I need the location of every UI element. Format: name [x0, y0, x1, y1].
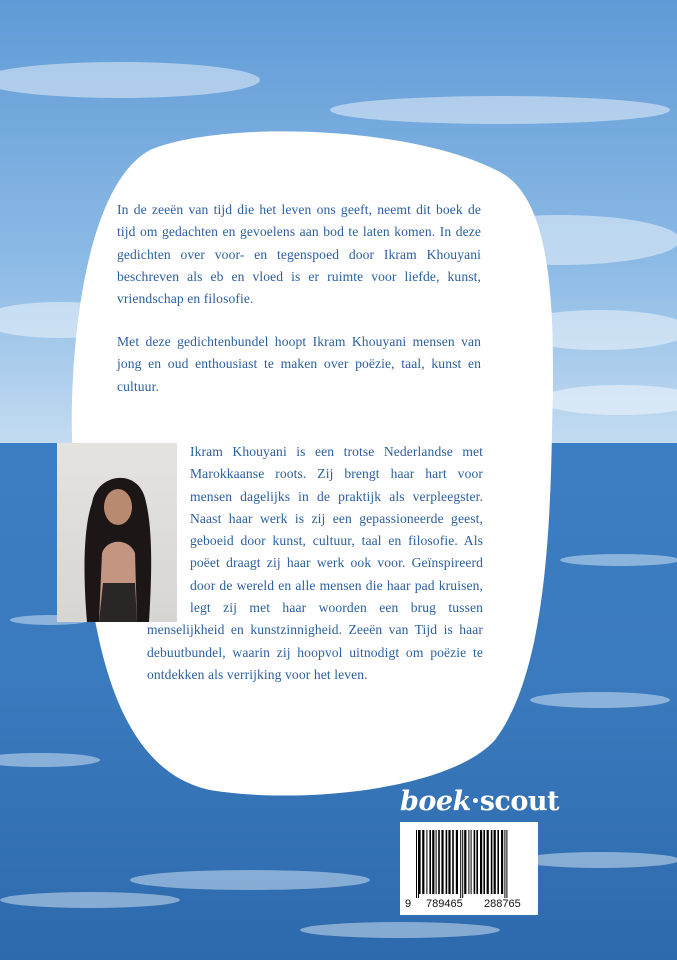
- barcode-bar: [464, 830, 466, 894]
- isbn-barcode: [400, 822, 538, 915]
- blurb-paragraph-1: In de zeeën van tijd die het leven ons geeft, neemt dit boek de tijd om gedachten en gevoelens aan bod te laten komen. In deze gedichten over voor- en tegenspoed door Ikram Khouyani beschreven als eb en vloed is er ruimte voor liefde, kunst, vriendschap en filosofie.: [117, 202, 481, 307]
- barcode-bar: [497, 830, 499, 894]
- barcode-bar: [426, 830, 427, 894]
- barcode-bar: [487, 830, 489, 894]
- barcode-bar: [501, 830, 503, 894]
- publisher-logo: boek·scout: [400, 786, 559, 817]
- barcode-bar: [506, 830, 507, 898]
- barcode-bar: [429, 830, 431, 894]
- barcode-bar: [446, 830, 448, 894]
- barcode-bar: [452, 830, 454, 894]
- barcode-bar: [483, 830, 485, 894]
- author-photo: [57, 443, 177, 622]
- barcode-bar: [476, 830, 478, 894]
- barcode-bar: [460, 830, 461, 898]
- barcode-bar: [422, 830, 424, 894]
- barcode-bar: [448, 830, 450, 894]
- barcode-bar: [416, 830, 417, 898]
- barcode-bar: [474, 830, 476, 894]
- barcode-bar: [468, 830, 469, 894]
- barcode-bar: [471, 830, 472, 894]
- barcode-bar: [480, 830, 482, 894]
- barcode-bar: [456, 830, 458, 894]
- author-bio: Ikram Khouyani is een trotse Nederlandse met Marokkaanse roots. Zij brengt haar hart voor mensen dagelijks in de praktijk als verpleegster. Naast haar werk is zij een gepassioneerde geest, geboeid door kunst, cultuur, taal en filosofie. Als poëet draagt zij haar werk ook voor. Geïnspireerd door de wereld en alle mensen die haar pad kruisen, legt zij met haar woorden een brug tussen menselijkheid en kunstzinnigheid. Zeeën van Tijd is haar debuutbundel, waarin zij hoopvol uitnodigt om poëzie te ontdekken als verrijking voor het leven.: [147, 444, 483, 682]
- barcode-bar: [432, 830, 434, 894]
- barcode-bar: [462, 830, 463, 898]
- isbn-lead-digit: 9: [405, 898, 412, 910]
- barcode-bar: [438, 830, 440, 894]
- barcode-bar: [418, 830, 419, 898]
- isbn-group-1: 789465: [426, 898, 463, 910]
- isbn-group-2: 288765: [484, 898, 521, 910]
- barcode-bar: [491, 830, 493, 894]
- barcode-bar: [494, 830, 496, 894]
- barcode-bar: [441, 830, 443, 894]
- barcode-bar: [419, 830, 421, 894]
- barcode-bar: [504, 830, 505, 898]
- blurb-paragraph-2: Met deze gedichtenbundel hoopt Ikram Khouyani mensen van jong en oud enthousiast te maken over poëzie, taal, kunst en cultuur.: [117, 334, 481, 394]
- barcode-bar: [436, 830, 437, 894]
